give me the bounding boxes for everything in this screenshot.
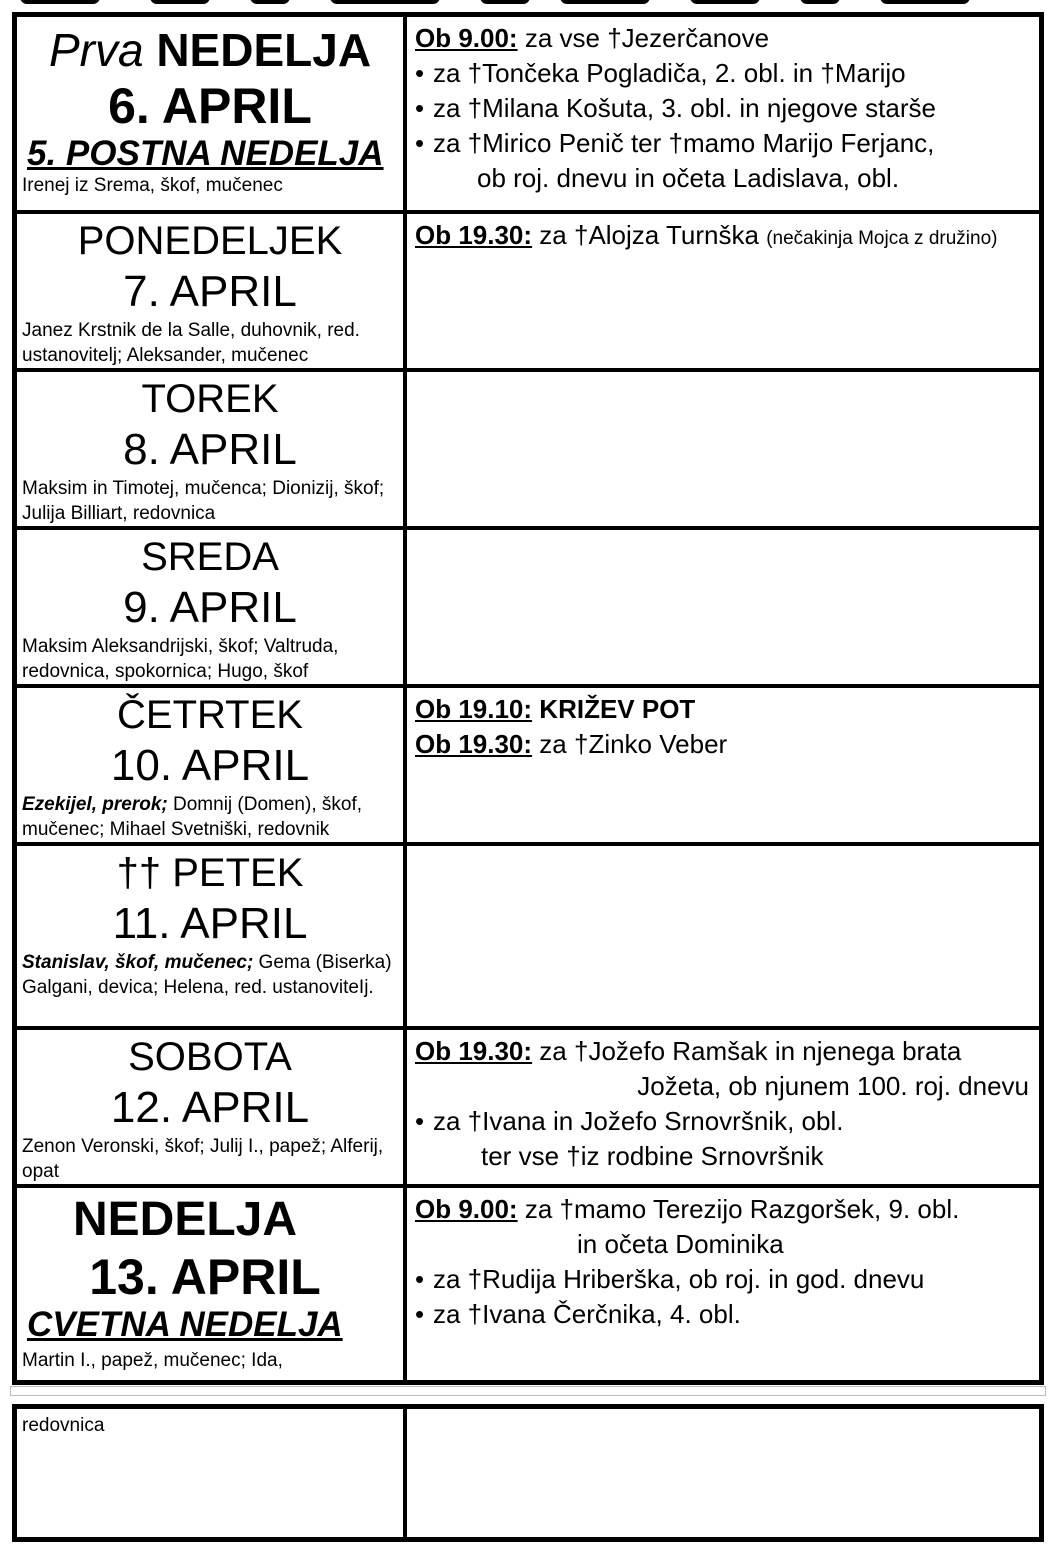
- mass-intention-continued: ter vse †iz rodbine Srnovršnik: [481, 1140, 824, 1171]
- mass-time: Ob 9.00:: [415, 23, 518, 53]
- day-date: 7. APRIL: [123, 266, 297, 316]
- saints-of-day: [17, 950, 403, 1000]
- saints-of-day: Zenon Veronski, škof; Julij I., papež; Alferij, opat: [22, 1135, 384, 1182]
- mass-cell: [405, 1028, 1042, 1186]
- saints-of-day-emphasis: Ezekijel, prerok;: [22, 793, 168, 815]
- mass-cell: [405, 1186, 1042, 1383]
- mass-intention: KRIŽEV POT: [539, 693, 696, 724]
- mass-intention: • za †Milana Košuta, 3. obl. in njegove starše: [415, 91, 1031, 126]
- mass-time: Ob 19.30:: [415, 219, 533, 250]
- mass-schedule-table-continued: [12, 1404, 1044, 1542]
- mass-cell: [405, 370, 1042, 528]
- day-name: NEDELJA: [156, 24, 372, 76]
- day-cell: [15, 686, 406, 844]
- day-cell: [15, 1407, 406, 1540]
- day-date: 11. APRIL: [112, 898, 308, 948]
- saints-of-day: Martin I., papež, mučenec; Ida,: [22, 1349, 283, 1371]
- mass-intention: za †Zinko Veber: [539, 728, 728, 759]
- mass-intention: za †mamo Terezijo Razgoršek, 9. obl.: [524, 1193, 960, 1224]
- day-name: SREDA: [141, 534, 279, 579]
- saints-of-day: Irenej iz Srema, škof, mučenec: [22, 175, 283, 196]
- day-date: 12. APRIL: [110, 1082, 310, 1132]
- day-cell: [15, 528, 406, 686]
- mass-intention-continued: in očeta Dominika: [577, 1228, 784, 1259]
- mass-time: Ob 19.30:: [415, 728, 533, 759]
- saints-of-day: [17, 792, 403, 842]
- day-row-thursday: [15, 686, 1042, 844]
- saints-of-day: Janez Krstnik de la Salle, duhovnik, red. ustanovitelj; Aleksander, mučenec: [22, 319, 360, 366]
- mass-intention-continued: Jožeta, ob njunem 100. roj. dnevu: [637, 1070, 1029, 1101]
- mass-intention: za †Alojza Turnška: [539, 219, 759, 250]
- day-date: 9. APRIL: [123, 582, 297, 632]
- day-cell: [15, 370, 406, 528]
- saints-of-day-rest: Gema (Biserka) Galgani, devica; Helena, red. ustanoviteIj.: [22, 951, 392, 998]
- day-prefix: Prva: [48, 24, 144, 76]
- mass-intention-continued: ob roj. dnevu in očeta Ladislava, obl.: [477, 163, 900, 193]
- mass-intention: • za †Ivana in Jožefo Srnovršnik, obl.: [415, 1104, 1031, 1139]
- mass-cell: [405, 528, 1042, 686]
- mass-cell: [405, 686, 1042, 844]
- mass-cell: [405, 212, 1042, 370]
- day-cell: [15, 844, 406, 1028]
- day-name: SOBOTA: [128, 1034, 292, 1079]
- mass-intention: • za †Tončeka Pogladiča, 2. obl. in †Marijo: [415, 56, 1031, 91]
- day-row-tuesday: [15, 370, 1042, 528]
- day-cell: [15, 1028, 406, 1186]
- saints-of-day-continued: redovnica: [22, 1415, 105, 1436]
- day-name: ČETRTEK: [117, 692, 303, 737]
- mass-cell: [405, 844, 1042, 1028]
- mass-cell: [405, 15, 1042, 212]
- day-row-sunday-13: [15, 1186, 1042, 1383]
- mass-time: Ob 19.30:: [415, 1035, 533, 1066]
- mass-intention: za vse †Jezerčanove: [524, 23, 770, 53]
- mass-time: Ob 9.00:: [415, 1193, 518, 1224]
- day-date: 6. APRIL: [108, 78, 312, 134]
- day-cell: [15, 212, 406, 370]
- day-row-sunday-13-continued: [15, 1407, 1042, 1540]
- mass-intention: • za †Ivana Čerčnika, 4. obl.: [415, 1297, 1031, 1332]
- day-row-saturday: [15, 1028, 1042, 1186]
- page-break: [0, 1383, 1056, 1401]
- day-name: PONEDELJEK: [77, 218, 343, 263]
- mass-intention: • za †Mirico Penič ter †mamo Marijo Ferjanc,: [415, 126, 1031, 161]
- day-date: 8. APRIL: [123, 424, 297, 474]
- feast-title: 5. POSTNA NEDELJA: [27, 134, 384, 173]
- saints-of-day-emphasis: Stanislav, škof, mučenec;: [22, 951, 254, 973]
- mass-time: Ob 19.10:: [415, 693, 533, 724]
- saints-of-day-rest: Domnij (Domen), škof, mučenec; Mihael Svetniški, redovnik: [22, 793, 363, 840]
- saints-of-day: Maksim Aleksandrijski, škof; Valtruda, redovnica, spokornica; Hugo, škof: [22, 635, 339, 682]
- previous-page-fragment: [0, 0, 1056, 8]
- day-cell: [15, 1186, 406, 1383]
- day-row-wednesday: [15, 528, 1042, 686]
- day-name: †† PETEK: [116, 850, 304, 895]
- mass-cell: [405, 1407, 1042, 1540]
- day-row-sunday-6: [15, 15, 1042, 212]
- mass-intention: za †Jožefo Ramšak in njenega brata: [539, 1035, 962, 1066]
- day-row-friday: [15, 844, 1042, 1028]
- day-date: 10. APRIL: [110, 740, 310, 790]
- day-date: 13. APRIL: [89, 1248, 321, 1305]
- saints-of-day: Maksim in Timotej, mučenca; Dionizij, škof; Julija Billiart, redovnica: [22, 477, 385, 524]
- day-name: TOREK: [141, 376, 279, 421]
- mass-note: (nečakinja Mojca z družino): [766, 227, 998, 249]
- feast-title: CVETNA NEDELJA: [27, 1304, 343, 1344]
- day-row-monday: [15, 212, 1042, 370]
- day-cell: [15, 15, 406, 212]
- day-name: NEDELJA: [72, 1192, 298, 1246]
- mass-intention: • za †Rudija Hriberška, ob roj. in god. dnevu: [415, 1262, 1031, 1297]
- mass-schedule-table: [12, 12, 1044, 1385]
